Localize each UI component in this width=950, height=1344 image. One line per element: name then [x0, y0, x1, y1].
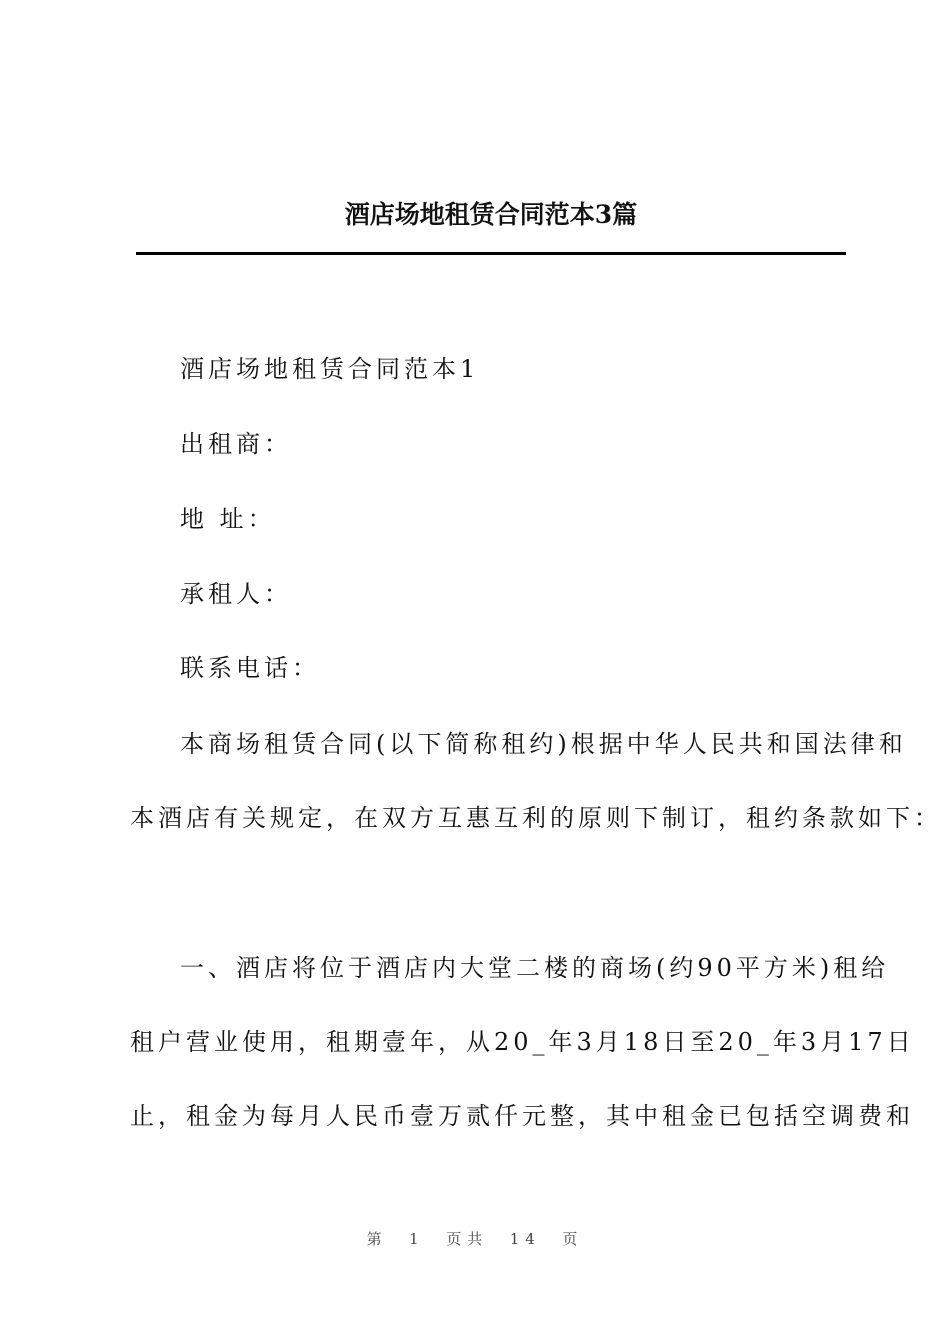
- page-title: 酒店场地租赁合同范本3篇: [344, 200, 638, 229]
- lessee-field: 承租人：: [180, 580, 292, 608]
- intro-paragraph-line: 本酒店有关规定，在双方互惠互利的原则下制订，租约条款如下：: [130, 804, 942, 832]
- clause-paragraph-line: 租户营业使用，租期壹年，从20_年3月18日至20_年3月17日: [130, 1028, 915, 1056]
- section-title: 酒店场地租赁合同范本1: [180, 355, 480, 383]
- clause-paragraph-line: 一、酒店将位于酒店内大堂二楼的商场(约90平方米)租给: [180, 954, 890, 982]
- clause-paragraph-line: 止，租金为每月人民币壹万贰仟元整，其中租金已包括空调费和: [130, 1102, 914, 1130]
- lessor-field: 出租商：: [180, 430, 292, 458]
- address-field: 地 址：: [180, 505, 276, 533]
- phone-field: 联系电话：: [180, 654, 320, 682]
- page-number-footer: 第 1 页共 14 页: [366, 1230, 584, 1248]
- intro-paragraph-line: 本商场租赁合同(以下简称租约)根据中华人民共和国法律和: [180, 730, 907, 758]
- title-divider: [136, 252, 846, 255]
